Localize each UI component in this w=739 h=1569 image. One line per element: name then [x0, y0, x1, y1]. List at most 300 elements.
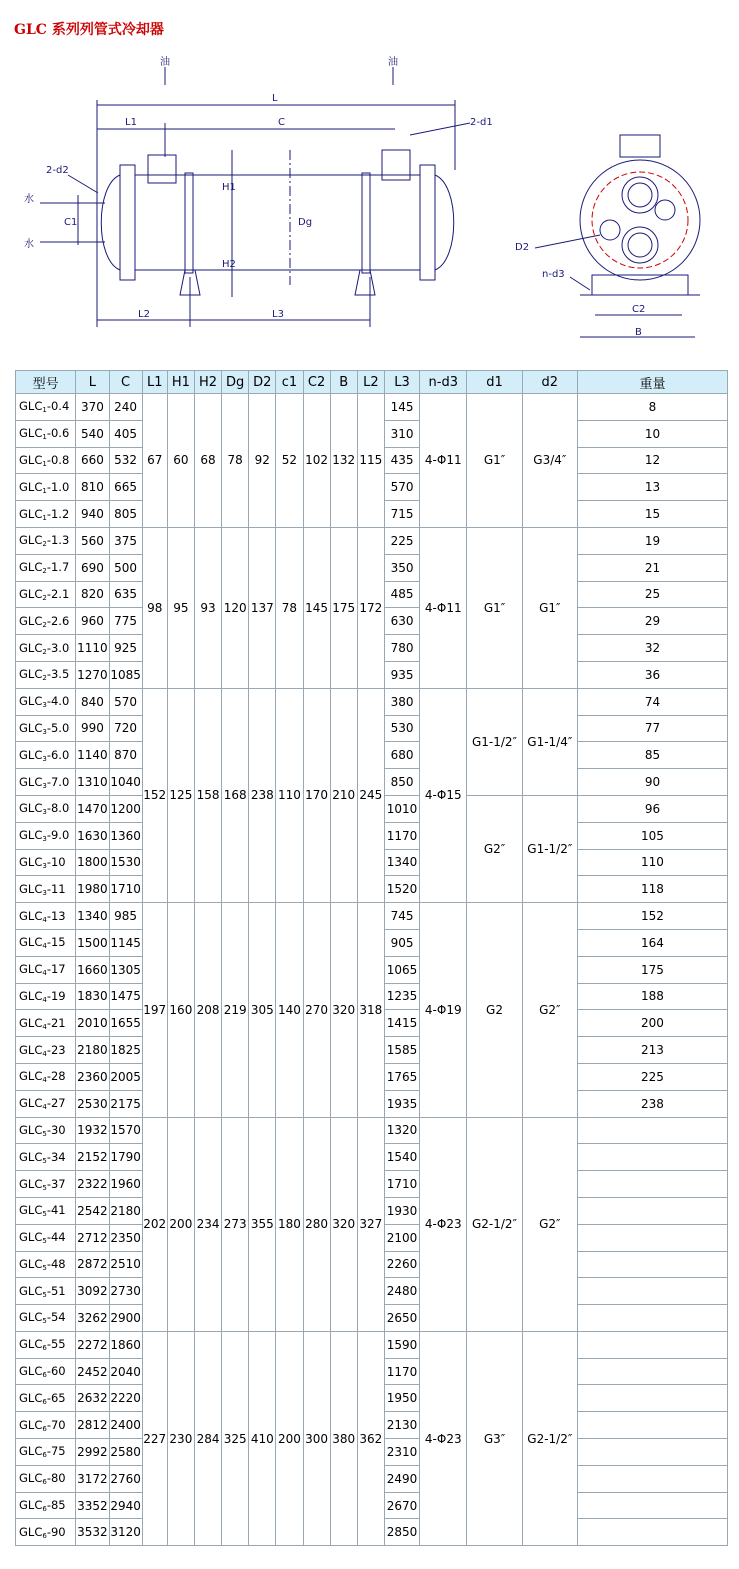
cell-L: 1660 [76, 956, 109, 983]
cell-L3: 570 [384, 474, 419, 501]
model-cell: $GLC_2-1.7$ [16, 554, 76, 581]
cell-L3: 1235 [384, 983, 419, 1010]
cell-L1: 67 [142, 394, 167, 528]
cell-L: 1932 [76, 1117, 109, 1144]
cell-C: 1655 [109, 1010, 142, 1037]
cell-L3: 745 [384, 903, 419, 930]
cell-L3: 2850 [384, 1519, 419, 1546]
model-cell: $GLC_1-0.8$ [16, 447, 76, 474]
cell-weight [577, 1358, 727, 1385]
table-row [16, 903, 728, 930]
cell-C: 2900 [109, 1305, 142, 1332]
cell-L: 1980 [76, 876, 109, 903]
cell-L: 990 [76, 715, 109, 742]
cell-H2: 93 [194, 527, 221, 688]
cell-L3: 1935 [384, 1090, 419, 1117]
cell-weight: 8 [577, 394, 727, 421]
cell-weight: 15 [577, 501, 727, 528]
label-water-2: 水 [24, 239, 34, 250]
cell-weight [577, 1224, 727, 1251]
model-cell: $GLC_5-48$ [16, 1251, 76, 1278]
label-d2: 2-d2 [46, 165, 69, 176]
cell-B: 175 [330, 527, 357, 688]
cell-L: 2812 [76, 1412, 109, 1439]
table-row [16, 1331, 728, 1358]
cell-weight [577, 1492, 727, 1519]
model-cell: $GLC_1-0.6$ [16, 420, 76, 447]
cell-L: 840 [76, 688, 109, 715]
cell-C: 570 [109, 688, 142, 715]
label-C2: C2 [632, 304, 646, 315]
cell-D2: 238 [249, 688, 276, 902]
cell-d1: G2-1/2″ [467, 1117, 522, 1331]
cell-L: 1310 [76, 769, 109, 796]
column-header: L3 [384, 371, 419, 394]
cell-C: 870 [109, 742, 142, 769]
cell-L: 2360 [76, 1063, 109, 1090]
model-cell: $GLC_4-27$ [16, 1090, 76, 1117]
label-L2: L2 [138, 309, 150, 320]
cell-C: 2220 [109, 1385, 142, 1412]
cell-L: 3532 [76, 1519, 109, 1546]
cell-H2: 284 [194, 1331, 221, 1545]
model-cell: $GLC_6-55$ [16, 1331, 76, 1358]
cell-C: 500 [109, 554, 142, 581]
column-header: L1 [142, 371, 167, 394]
model-cell: $GLC_1-1.2$ [16, 501, 76, 528]
cell-weight: 152 [577, 903, 727, 930]
cell-C: 2350 [109, 1224, 142, 1251]
model-cell: $GLC_3-5.0$ [16, 715, 76, 742]
cell-weight: 213 [577, 1037, 727, 1064]
cell-L: 3172 [76, 1465, 109, 1492]
cell-L: 1830 [76, 983, 109, 1010]
model-cell: $GLC_4-28$ [16, 1063, 76, 1090]
cell-weight [577, 1144, 727, 1171]
column-header: d1 [467, 371, 522, 394]
cell-d2: G2″ [522, 903, 577, 1117]
model-cell: $GLC_3-11$ [16, 876, 76, 903]
cell-C: 985 [109, 903, 142, 930]
cell-L3: 780 [384, 635, 419, 662]
cell-weight: 19 [577, 527, 727, 554]
cell-C: 1145 [109, 929, 142, 956]
model-cell: $GLC_2-3.5$ [16, 661, 76, 688]
cell-L3: 2480 [384, 1278, 419, 1305]
model-cell: $GLC_6-70$ [16, 1412, 76, 1439]
cell-L2: 318 [357, 903, 384, 1117]
cell-C: 805 [109, 501, 142, 528]
cell-L3: 2490 [384, 1465, 419, 1492]
cell-L1: 152 [142, 688, 167, 902]
cell-H1: 125 [167, 688, 194, 902]
right-flange [420, 165, 435, 280]
model-cell: $GLC_3-7.0$ [16, 769, 76, 796]
cell-C: 1085 [109, 661, 142, 688]
cell-L3: 2670 [384, 1492, 419, 1519]
cell-weight: 110 [577, 849, 727, 876]
column-header: 重量 [577, 371, 727, 394]
model-cell: $GLC_6-80$ [16, 1465, 76, 1492]
cell-C: 375 [109, 527, 142, 554]
cell-L: 1110 [76, 635, 109, 662]
cell-d2: G1-1/2″ [522, 795, 577, 902]
cell-L3: 1590 [384, 1331, 419, 1358]
cooler-drawing [0, 45, 739, 360]
model-cell: $GLC_6-65$ [16, 1385, 76, 1412]
column-header: Dg [222, 371, 249, 394]
cell-c1: 140 [276, 903, 303, 1117]
cell-L3: 1170 [384, 822, 419, 849]
cell-L3: 1930 [384, 1197, 419, 1224]
cell-L3: 2100 [384, 1224, 419, 1251]
cell-L2: 327 [357, 1117, 384, 1331]
cell-L: 540 [76, 420, 109, 447]
cell-L1: 98 [142, 527, 167, 688]
cell-L: 2272 [76, 1331, 109, 1358]
label-oil-in: 油 [160, 57, 170, 68]
cell-weight: 85 [577, 742, 727, 769]
end-view-port-left [600, 220, 620, 240]
cell-H2: 234 [194, 1117, 221, 1331]
cell-weight: 10 [577, 420, 727, 447]
model-cell: $GLC_4-19$ [16, 983, 76, 1010]
model-cell: $GLC_5-51$ [16, 1278, 76, 1305]
cell-C2: 145 [303, 527, 330, 688]
left-flange [120, 165, 135, 280]
cell-C2: 270 [303, 903, 330, 1117]
label-L3: L3 [272, 309, 284, 320]
cell-L: 370 [76, 394, 109, 421]
cell-weight [577, 1278, 727, 1305]
end-view-base [592, 275, 688, 295]
cell-L3: 1415 [384, 1010, 419, 1037]
cell-L: 810 [76, 474, 109, 501]
end-view-inner [592, 172, 688, 268]
cell-c1: 78 [276, 527, 303, 688]
cell-weight: 90 [577, 769, 727, 796]
cell-L: 1340 [76, 903, 109, 930]
model-cell: $GLC_6-85$ [16, 1492, 76, 1519]
cell-weight: 164 [577, 929, 727, 956]
model-cell: $GLC_3-6.0$ [16, 742, 76, 769]
cell-C: 2940 [109, 1492, 142, 1519]
cell-L: 820 [76, 581, 109, 608]
cell-L1: 202 [142, 1117, 167, 1331]
cell-nd3: 4-Φ11 [420, 527, 467, 688]
cell-weight [577, 1412, 727, 1439]
cell-L: 1140 [76, 742, 109, 769]
label-C: C [278, 117, 285, 128]
label-B: B [635, 327, 642, 338]
cell-L: 3262 [76, 1305, 109, 1332]
cell-weight: 13 [577, 474, 727, 501]
leader-nd3 [570, 277, 590, 290]
cell-C: 2040 [109, 1358, 142, 1385]
cell-weight: 200 [577, 1010, 727, 1037]
cell-L3: 310 [384, 420, 419, 447]
model-cell: $GLC_4-15$ [16, 929, 76, 956]
cell-C: 2400 [109, 1412, 142, 1439]
cell-Dg: 78 [222, 394, 249, 528]
cell-L1: 197 [142, 903, 167, 1117]
cell-c1: 52 [276, 394, 303, 528]
cell-L3: 1010 [384, 795, 419, 822]
end-view-port-right [655, 200, 675, 220]
column-header: C2 [303, 371, 330, 394]
model-cell: $GLC_5-44$ [16, 1224, 76, 1251]
cell-C2: 102 [303, 394, 330, 528]
cell-L3: 145 [384, 394, 419, 421]
model-cell: $GLC_2-1.3$ [16, 527, 76, 554]
cell-Dg: 219 [222, 903, 249, 1117]
column-header: 型号 [16, 371, 76, 394]
column-header: H2 [194, 371, 221, 394]
support-rod-left [185, 173, 193, 273]
cell-weight: 225 [577, 1063, 727, 1090]
cell-d1: G1-1/2″ [467, 688, 522, 795]
cell-C: 1200 [109, 795, 142, 822]
model-cell: $GLC_5-34$ [16, 1144, 76, 1171]
cell-L3: 1585 [384, 1037, 419, 1064]
cell-C: 1360 [109, 822, 142, 849]
cell-D2: 92 [249, 394, 276, 528]
cell-C: 240 [109, 394, 142, 421]
label-D2: D2 [515, 242, 530, 253]
cell-L3: 1170 [384, 1358, 419, 1385]
cell-L: 1630 [76, 822, 109, 849]
label-L: L [272, 93, 278, 104]
column-header: L2 [357, 371, 384, 394]
cell-nd3: 4-Φ19 [420, 903, 467, 1117]
leader-d1 [410, 123, 470, 135]
table-row [16, 394, 728, 421]
model-cell: $GLC_3-8.0$ [16, 795, 76, 822]
leader-D2 [535, 235, 600, 248]
cell-B: 132 [330, 394, 357, 528]
model-cell: $GLC_3-9.0$ [16, 822, 76, 849]
model-cell: $GLC_4-13$ [16, 903, 76, 930]
model-cell: $GLC_1-0.4$ [16, 394, 76, 421]
model-cell: $GLC_5-37$ [16, 1171, 76, 1198]
cell-L3: 1540 [384, 1144, 419, 1171]
cell-B: 210 [330, 688, 357, 902]
cell-weight: 238 [577, 1090, 727, 1117]
cell-L: 690 [76, 554, 109, 581]
cell-weight: 118 [577, 876, 727, 903]
cell-nd3: 4-Φ23 [420, 1117, 467, 1331]
cell-L: 2992 [76, 1439, 109, 1466]
end-view-port-top [622, 177, 658, 213]
cell-L3: 485 [384, 581, 419, 608]
model-cell: $GLC_4-23$ [16, 1037, 76, 1064]
cell-C2: 170 [303, 688, 330, 902]
cell-L: 1270 [76, 661, 109, 688]
cell-Dg: 325 [222, 1331, 249, 1545]
cell-L: 3092 [76, 1278, 109, 1305]
cell-C: 1960 [109, 1171, 142, 1198]
cell-nd3: 4-Φ11 [420, 394, 467, 528]
cell-L: 2530 [76, 1090, 109, 1117]
cell-C: 1825 [109, 1037, 142, 1064]
model-cell: $GLC_3-10$ [16, 849, 76, 876]
cell-weight [577, 1439, 727, 1466]
cell-weight: 175 [577, 956, 727, 983]
oil-inlet-port [148, 155, 176, 183]
cell-L3: 1320 [384, 1117, 419, 1144]
end-view-top-port [620, 135, 660, 157]
cell-weight: 96 [577, 795, 727, 822]
support-rod-right [362, 173, 370, 273]
cell-L: 560 [76, 527, 109, 554]
column-header: H1 [167, 371, 194, 394]
cell-weight [577, 1331, 727, 1358]
cell-L3: 225 [384, 527, 419, 554]
cell-L3: 1950 [384, 1385, 419, 1412]
cell-C2: 280 [303, 1117, 330, 1331]
cell-H1: 60 [167, 394, 194, 528]
cell-H1: 160 [167, 903, 194, 1117]
cell-L: 1800 [76, 849, 109, 876]
cell-L: 660 [76, 447, 109, 474]
cell-d1: G2″ [467, 795, 522, 902]
cell-d2: G1-1/4″ [522, 688, 577, 795]
cell-H2: 68 [194, 394, 221, 528]
cell-L2: 115 [357, 394, 384, 528]
table-row [16, 688, 728, 715]
cell-d2: G3/4″ [522, 394, 577, 528]
cell-L3: 1065 [384, 956, 419, 983]
spec-table [15, 370, 728, 1546]
cell-C: 405 [109, 420, 142, 447]
cell-L2: 245 [357, 688, 384, 902]
table-row [16, 1117, 728, 1144]
cell-C: 1305 [109, 956, 142, 983]
cell-d1: G3″ [467, 1331, 522, 1545]
cell-C: 720 [109, 715, 142, 742]
cell-L2: 362 [357, 1331, 384, 1545]
model-cell: $GLC_4-17$ [16, 956, 76, 983]
cell-L3: 350 [384, 554, 419, 581]
cell-Dg: 120 [222, 527, 249, 688]
cell-L3: 715 [384, 501, 419, 528]
cell-B: 320 [330, 903, 357, 1117]
cell-L3: 935 [384, 661, 419, 688]
cell-B: 380 [330, 1331, 357, 1545]
cell-L3: 680 [384, 742, 419, 769]
cell-C: 665 [109, 474, 142, 501]
cell-H1: 230 [167, 1331, 194, 1545]
cell-L3: 2310 [384, 1439, 419, 1466]
cell-weight: 74 [577, 688, 727, 715]
cell-d1: G2 [467, 903, 522, 1117]
cell-weight: 36 [577, 661, 727, 688]
cell-weight: 21 [577, 554, 727, 581]
cell-L: 2542 [76, 1197, 109, 1224]
model-cell: $GLC_2-3.0$ [16, 635, 76, 662]
label-oil-out: 油 [388, 57, 398, 68]
page-title: GLC 系列列管式冷却器 [14, 22, 164, 38]
label-Dg: Dg [298, 217, 313, 228]
cell-L3: 1520 [384, 876, 419, 903]
cell-L: 940 [76, 501, 109, 528]
cell-C: 635 [109, 581, 142, 608]
model-cell: $GLC_2-2.1$ [16, 581, 76, 608]
cell-H2: 208 [194, 903, 221, 1117]
cell-weight [577, 1117, 727, 1144]
cell-weight [577, 1385, 727, 1412]
cell-L3: 2650 [384, 1305, 419, 1332]
cell-L: 2872 [76, 1251, 109, 1278]
cell-L3: 530 [384, 715, 419, 742]
cell-C: 1040 [109, 769, 142, 796]
end-view-outer [580, 160, 700, 280]
cell-L: 2712 [76, 1224, 109, 1251]
model-cell: $GLC_4-21$ [16, 1010, 76, 1037]
cell-weight: 12 [577, 447, 727, 474]
cell-weight: 29 [577, 608, 727, 635]
cell-weight [577, 1197, 727, 1224]
column-header: n-d3 [420, 371, 467, 394]
table-header [16, 371, 728, 394]
cell-L: 2152 [76, 1144, 109, 1171]
model-cell: $GLC_1-1.0$ [16, 474, 76, 501]
cell-C: 2005 [109, 1063, 142, 1090]
cell-weight [577, 1171, 727, 1198]
cell-C: 2730 [109, 1278, 142, 1305]
cell-L2: 172 [357, 527, 384, 688]
cell-C2: 300 [303, 1331, 330, 1545]
cell-weight: 77 [577, 715, 727, 742]
cell-c1: 110 [276, 688, 303, 902]
label-H1: H1 [222, 182, 236, 193]
cell-nd3: 4-Φ23 [420, 1331, 467, 1545]
model-cell: $GLC_5-54$ [16, 1305, 76, 1332]
label-d1: 2-d1 [470, 117, 493, 128]
label-C1: C1 [64, 217, 78, 228]
model-cell: $GLC_6-75$ [16, 1439, 76, 1466]
model-cell: $GLC_5-41$ [16, 1197, 76, 1224]
cell-weight [577, 1465, 727, 1492]
cell-L: 960 [76, 608, 109, 635]
cell-L3: 905 [384, 929, 419, 956]
model-cell: $GLC_6-60$ [16, 1358, 76, 1385]
cell-L: 2452 [76, 1358, 109, 1385]
cell-H1: 200 [167, 1117, 194, 1331]
shell-body [135, 175, 420, 270]
cell-C: 1530 [109, 849, 142, 876]
model-cell: $GLC_5-30$ [16, 1117, 76, 1144]
foot-right [355, 270, 375, 295]
cell-C: 1790 [109, 1144, 142, 1171]
cell-C: 1860 [109, 1331, 142, 1358]
cell-L: 2010 [76, 1010, 109, 1037]
label-water-1: 水 [24, 194, 34, 205]
cell-L3: 2130 [384, 1412, 419, 1439]
cell-C: 2760 [109, 1465, 142, 1492]
cell-c1: 180 [276, 1117, 303, 1331]
column-header: C [109, 371, 142, 394]
cell-D2: 137 [249, 527, 276, 688]
cell-L3: 1340 [384, 849, 419, 876]
model-cell: $GLC_6-90$ [16, 1519, 76, 1546]
cell-weight: 25 [577, 581, 727, 608]
cell-weight [577, 1519, 727, 1546]
cell-weight: 188 [577, 983, 727, 1010]
column-header: B [330, 371, 357, 394]
model-cell: $GLC_3-4.0$ [16, 688, 76, 715]
column-header: L [76, 371, 109, 394]
